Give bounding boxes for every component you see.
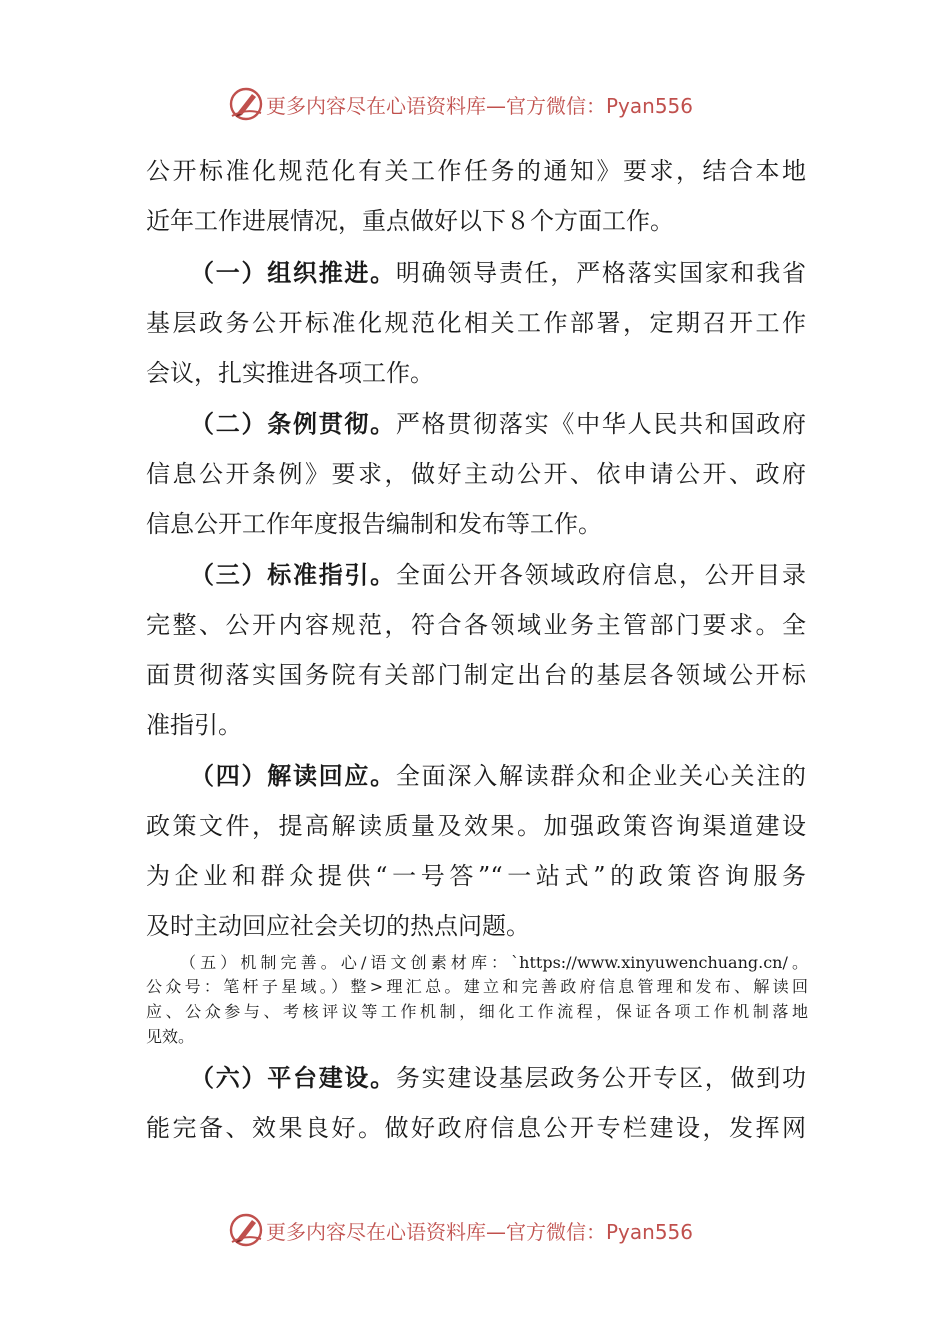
text-line: 会议，扎实推进各项工作。	[146, 359, 434, 387]
text-line: 基层政务公开标准化规范化相关工作部署，定期召开工作	[146, 309, 806, 337]
paragraph-4-first-line	[190, 759, 806, 793]
paragraph-1-first-line	[190, 256, 806, 290]
text-span: 全面公开各领域政府信息，公开目录	[395, 561, 807, 589]
section-heading-3: （三）标准指引。	[190, 561, 396, 589]
section-heading-4: （四）解读回应。	[190, 762, 396, 790]
banner-slogan: 更多内容尽在心语资料库—官方微信：	[266, 93, 606, 118]
small-text-line: 见效。	[146, 1027, 195, 1046]
banner-wechat-id: Pyan556	[606, 1219, 694, 1244]
text-line: 信息公开条例》要求，做好主动公开、依申请公开、政府	[146, 460, 806, 488]
small-text-line: （五）机制完善。心/语文创素材库：`https://www.xinyuwenchuang.cn/。	[180, 953, 808, 972]
pen-logo-icon	[228, 86, 264, 122]
text-line: 信息公开工作年度报告编制和发布等工作。	[146, 510, 602, 538]
banner-text	[266, 90, 693, 119]
text-span: 务实建设基层政务公开专区，做到功	[395, 1064, 807, 1092]
banner-slogan: 更多内容尽在心语资料库—官方微信：	[266, 1219, 606, 1244]
text-line: 准指引。	[146, 711, 242, 739]
text-line: 面贯彻落实国务院有关部门制定出台的基层各领域公开标	[146, 661, 806, 689]
text-line: 及时主动回应社会关切的热点问题。	[146, 912, 530, 940]
banner-wechat-id: Pyan556	[606, 93, 694, 118]
paragraph-3-first-line	[190, 558, 806, 592]
text-span: 明确领导责任，严格落实国家和我省	[395, 259, 807, 287]
paragraph-6-first-line	[190, 1061, 806, 1095]
text-line: 为企业和群众提供“一号答”“一站式”的政策咨询服务	[146, 862, 806, 890]
paragraph-2-first-line	[190, 407, 806, 441]
section-heading-2: （二）条例贯彻。	[190, 410, 396, 438]
small-text-line: 应、公众参与、考核评议等工作机制，细化工作流程，保证各项工作机制落地	[146, 1002, 808, 1021]
section-heading-1: （一）组织推进。	[190, 259, 396, 287]
text-line: 能完备、效果良好。做好政府信息公开专栏建设，发挥网	[146, 1114, 806, 1142]
section-heading-6: （六）平台建设。	[190, 1064, 396, 1092]
banner-text	[266, 1216, 693, 1245]
text-line: 完整、公开内容规范，符合各领域业务主管部门要求。全	[146, 611, 806, 639]
text-span: 全面深入解读群众和企业关心关注的	[395, 762, 807, 790]
text-line: 政策文件，提高解读质量及效果。加强政策咨询渠道建设	[146, 812, 806, 840]
text-line: 近年工作进展情况，重点做好以下８个方面工作。	[146, 207, 674, 235]
pen-logo-icon	[228, 1212, 264, 1248]
text-line: 公开标准化规范化有关工作任务的通知》要求，结合本地	[146, 157, 806, 185]
header-banner	[228, 84, 748, 124]
text-span: 严格贯彻落实《中华人民共和国政府	[395, 410, 807, 438]
footer-banner	[228, 1210, 748, 1250]
small-text-line: 公众号：笔杆子星域。）整>理汇总。建立和完善政府信息管理和发布、解读回	[146, 977, 808, 996]
